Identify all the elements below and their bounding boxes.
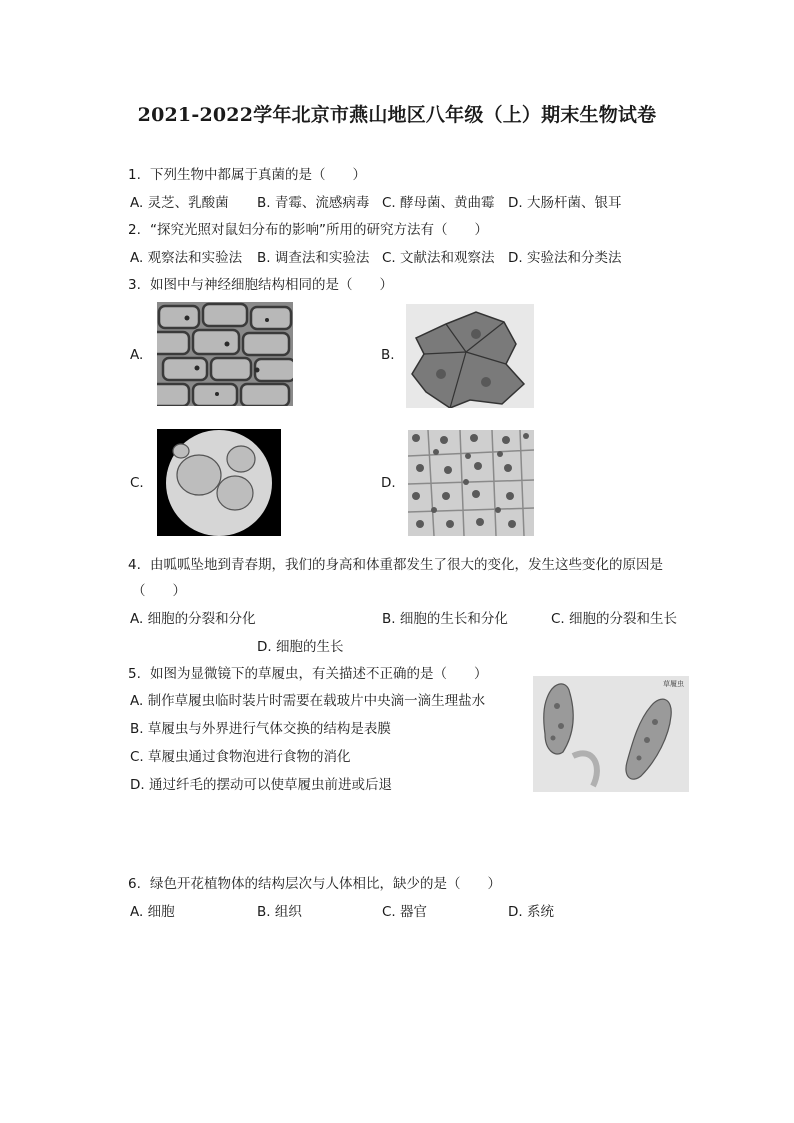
q5-option-a: A. 制作草履虫临时装片时需要在载玻片中央滴一滴生理盐水 xyxy=(130,693,486,709)
q4-option-b: B. 细胞的生长和分化 xyxy=(382,611,508,627)
question-text: 如图中与神经细胞结构相同的是（ ） xyxy=(150,277,393,293)
q3-image-c-egg-cells xyxy=(157,429,281,536)
q5-image-caption: 草履虫 xyxy=(663,680,684,688)
question-text: 如图为显微镜下的草履虫，有关描述不正确的是（ ） xyxy=(150,666,488,682)
q1-option-d: D. 大肠杆菌、银耳 xyxy=(508,195,622,211)
question-1-stem xyxy=(128,163,366,183)
q2-option-c: C. 文献法和观察法 xyxy=(382,250,495,266)
question-text: 绿色开花植物体的结构层次与人体相比，缺少的是（ ） xyxy=(150,876,501,892)
q1-option-a: A. 灵芝、乳酸菌 xyxy=(130,195,229,211)
q3-option-b-label: B. xyxy=(381,347,395,363)
q5-option-d: D. 通过纤毛的摆动可以使草履虫前进或后退 xyxy=(130,777,392,793)
question-number: 5. xyxy=(128,666,141,682)
question-5-stem xyxy=(128,662,488,682)
question-4-stem xyxy=(128,553,663,573)
q5-option-c: C. 草履虫通过食物泡进行食物的消化 xyxy=(130,749,351,765)
q2-option-b: B. 调查法和实验法 xyxy=(257,250,370,266)
q4-option-d: D. 细胞的生长 xyxy=(257,639,344,655)
question-4-stem-continued: （ ） xyxy=(132,583,186,599)
question-2-stem xyxy=(128,218,488,238)
q5-option-b: B. 草履虫与外界进行气体交换的结构是表膜 xyxy=(130,721,391,737)
question-text: 下列生物中都属于真菌的是（ ） xyxy=(150,167,366,183)
q1-option-c: C. 酵母菌、黄曲霉 xyxy=(382,195,495,211)
q6-option-a: A. 细胞 xyxy=(130,904,175,920)
question-number: 4. xyxy=(128,557,141,573)
question-3-stem xyxy=(128,273,393,293)
q4-option-c: C. 细胞的分裂和生长 xyxy=(551,611,678,627)
question-text: “探究光照对鼠妇分布的影响”所用的研究方法有（ ） xyxy=(150,222,488,238)
q3-image-d-plant-cells xyxy=(408,430,534,536)
q3-option-d-label: D. xyxy=(381,475,396,491)
q2-option-a: A. 观察法和实验法 xyxy=(130,250,243,266)
q3-option-c-label: C. xyxy=(130,475,144,491)
q6-option-c: C. 器官 xyxy=(382,904,428,920)
question-text: 由呱呱坠地到青春期，我们的身高和体重都发生了很大的变化，发生这些变化的原因是 xyxy=(150,557,663,573)
question-number: 2. xyxy=(128,222,141,238)
q6-option-d: D. 系统 xyxy=(508,904,554,920)
q3-option-a-label: A. xyxy=(130,347,144,363)
question-6-stem xyxy=(128,872,501,892)
q3-image-a-plant-epidermis xyxy=(157,302,293,406)
q2-option-d: D. 实验法和分类法 xyxy=(508,250,622,266)
q6-option-b: B. 组织 xyxy=(257,904,302,920)
q5-image-paramecium xyxy=(533,676,689,792)
q1-option-b: B. 青霉、流感病毒 xyxy=(257,195,370,211)
question-number: 1. xyxy=(128,167,141,183)
q3-image-b-epithelial-cells xyxy=(406,304,534,408)
q4-option-a: A. 细胞的分裂和分化 xyxy=(130,611,256,627)
question-number: 6. xyxy=(128,876,141,892)
question-number: 3. xyxy=(128,277,141,293)
page-title: 2021-2022学年北京市燕山地区八年级（上）期末生物试卷 xyxy=(137,104,657,126)
